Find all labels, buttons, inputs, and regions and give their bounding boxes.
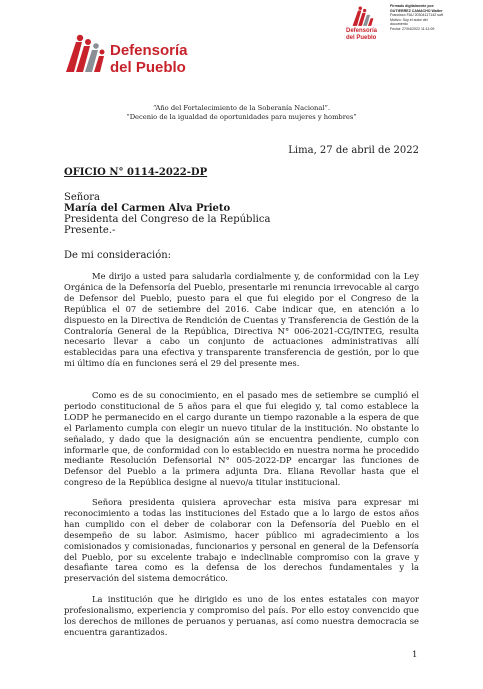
document-reference: OFICIO N° 0114-2022-DP: [64, 167, 208, 178]
body-paragraph: La institución que he dirigido es uno de los entes estatales con mayor profesionalismo, experiencia y compromiso del país. Por ello estoy convencido que los derechos de millones de peruanos y peruanas, así como nuestra democracia se encuentra garantizados.: [64, 594, 419, 637]
signature-line: documento: [390, 22, 408, 27]
signature-line: Firmado digitalmente por:: [390, 4, 435, 8]
logo-text-line2: del Pueblo: [110, 59, 186, 76]
defensoria-logo: [62, 30, 192, 76]
signature-line: Fecha: 27/04/2022 11:11:09: [390, 26, 435, 31]
signature-line: Francisco FAU 20304117142 soft: [390, 13, 444, 18]
recipient-salutation: Señora: [64, 192, 100, 203]
signature-line: Motivo: Soy el autor del: [390, 17, 428, 22]
place-date: Lima, 27 de abril de 2022: [288, 145, 419, 156]
small-defensoria-emblem-icon: [350, 5, 376, 27]
recipient-name: María del Carmen Alva Prieto: [64, 203, 231, 214]
small-logo-text-line1: Defensoría: [346, 28, 378, 34]
year-slogan: “Año del Fortalecimiento de la Soberanía Nacional”.: [152, 104, 330, 112]
body-paragraph: Señora presidenta quisiera aprovechar esta misiva para expresar mi reconocimiento a todas las instituciones del Estado que a lo largo de estos años han cumplido con el deber de colaborar con la Defensoría del Pueblo en el desempeño de su labor. Asimismo, hacer público mi agradecimiento a los comisionados y comisionadas, funcionarios y personal en general de la Defensoría del Pueblo, por su excelente trabajo e indeclinable compromiso con la grave y desafiante tarea como es la defensa de los derechos fundamentales y la preservación del sistema democrático.: [64, 497, 419, 584]
logo-text-line1: Defensoría: [110, 42, 188, 59]
signature-line: GUTIERREZ CAMACHO Walter: [390, 8, 443, 13]
greeting: De mi consideración:: [64, 250, 172, 261]
page-number: 1: [412, 650, 418, 660]
defensoria-emblem-icon: [62, 32, 108, 78]
small-defensoria-logo: [346, 5, 390, 43]
body-paragraph: Me dirijo a usted para saludarla cordialmente y, de conformidad con la Ley Orgánica de la Defensoría del Pueblo, presentarle mi renuncia irrevocable al cargo de Defensor del Pueblo, puesto para el que fui elegido por el Congreso de la República el 07 de setiembre del 2016. Cabe indicar que, en atención a lo dispuesto en la Directiva de Rendición de Cuentas y Transferencia de Gestión de la Contraloría General de la República, Directiva N° 006-2021-CG/INTEG, resulta necesario llevar a cabo un conjunto de actuaciones administrativas allí establecidas para una efectiva y transparente transferencia de gestión, por lo que mi último día en funciones será el 29 del presente mes.: [64, 271, 419, 369]
small-logo-text-line2: del Pueblo: [346, 35, 377, 41]
recipient-title: Presidenta del Congreso de la República: [64, 214, 271, 225]
digital-signature-stamp: [390, 4, 480, 32]
decade-slogan: “Decenio de la igualdad de oportunidades para mujeres y hombres”: [126, 113, 357, 121]
body-paragraph: Como es de su conocimiento, en el pasado mes de setiembre se cumplió el periodo constitucional de 5 años para el que fui elegido y, tal como establece la LODP he permanecido en el cargo durante un tiempo razonable a la espera de que el Parlamento cumpla con elegir un nuevo titular de la institución. No obstante lo señalado, y dado que la designación aún se encuentra pendiente, cumplo con informarle que, de conformidad con lo establecido en nuestra norma he procedido mediante Resolución Defensorial N° 005-2022-DP encargar las funciones de Defensor del Pueblo a la primera adjunta Dra. Eliana Revollar hasta que el congreso de la República designe al nuevo/a titular institucional.: [64, 390, 419, 488]
recipient-presente: Presente.-: [64, 225, 116, 236]
